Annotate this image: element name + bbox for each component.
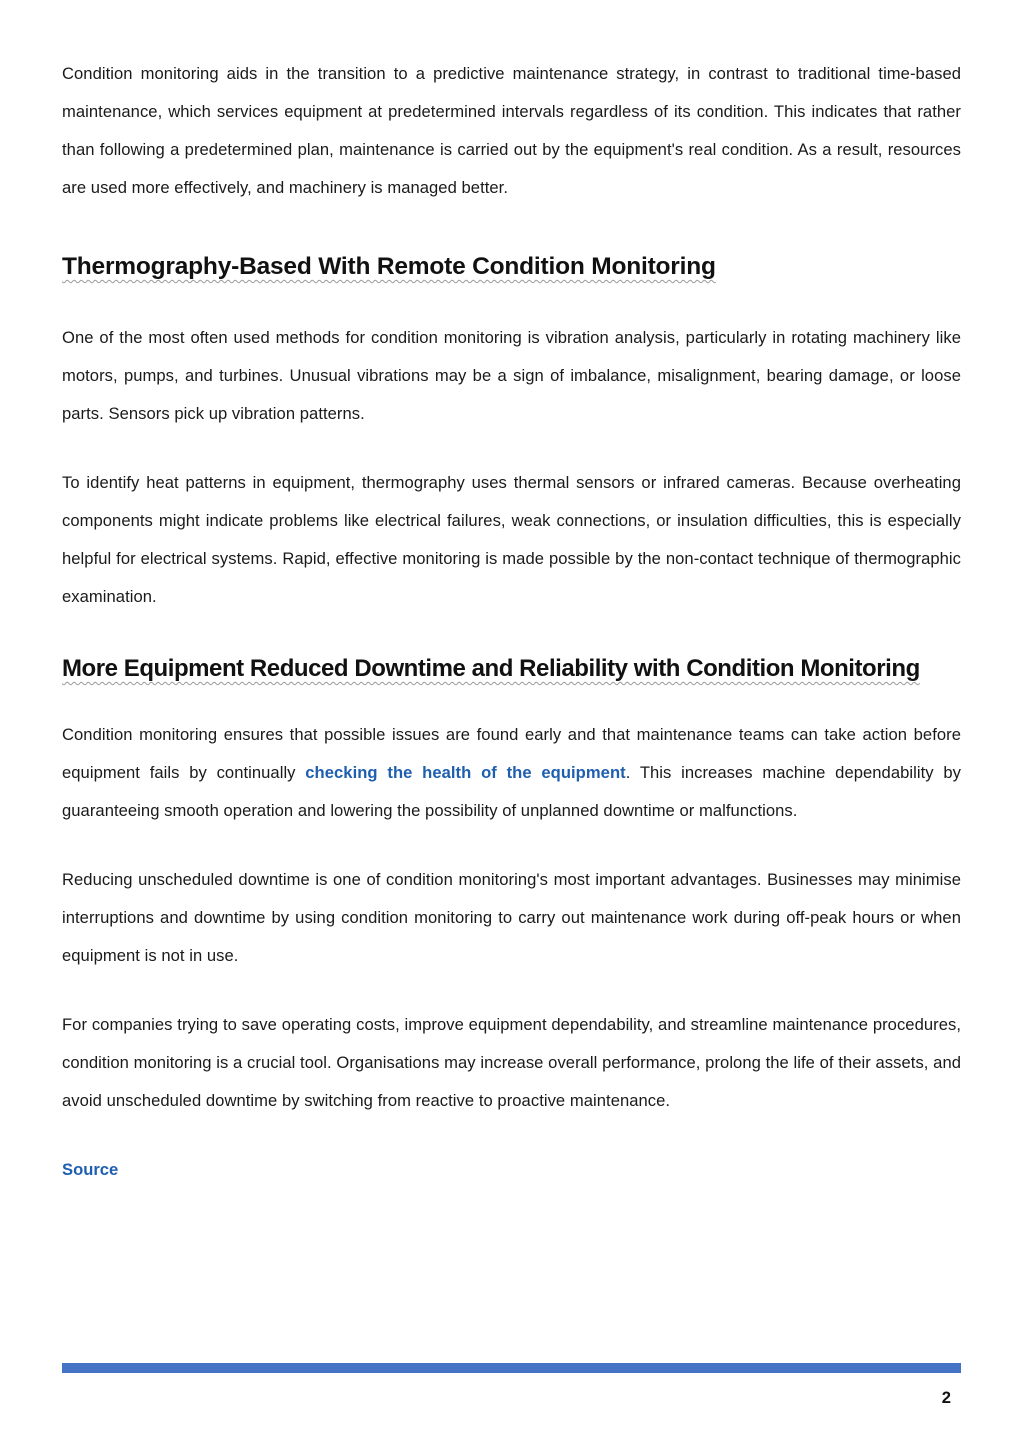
section-title: Thermography-Based With Remote Condition Monitoring	[62, 253, 716, 280]
reliability-text-after: . This increases machine dependability by guaranteeing smooth operation and lowering the possibility of unplanned downtime or malfunctions.	[62, 763, 961, 820]
downtime-paragraph: Reducing unscheduled downtime is one of condition monitoring's most important advantages. Businesses may minimise interruptions and downtime by using condition monitoring to carry out maintenance work during off-peak hours or when equipment is not in use.	[62, 870, 961, 965]
equipment-health-link[interactable]: checking the health of the equipment	[305, 763, 626, 782]
intro-paragraph: Condition monitoring aids in the transition to a predictive maintenance strategy, in contrast to traditional time-based maintenance, which services equipment at predetermined intervals regardless of its condition. This indicates that rather than following a predetermined plan, maintenance is carried out by the equipment's real condition. As a result, resources are used more effectively, and machinery is managed better.	[62, 64, 961, 197]
document-page	[62, 55, 961, 1189]
thermography-paragraph: To identify heat patterns in equipment, thermography uses thermal sensors or infrared cameras. Because overheating components might indicate problems like electrical failures, weak connections, or insulation difficulties, this is especially helpful for electrical systems. Rapid, effective monitoring is made possible by the non-contact technique of thermographic examination.	[62, 473, 961, 606]
section-heading-thermography	[62, 253, 961, 281]
vibration-paragraph: One of the most often used methods for condition monitoring is vibration analysis, particularly in rotating machinery like motors, pumps, and turbines. Unusual vibrations may be a sign of imbalance, misalignment, bearing damage, or loose parts. Sensors pick up vibration patterns.	[62, 328, 961, 423]
page-number: 2	[941, 1388, 951, 1407]
reliability-text-before: Condition monitoring ensures that possible issues are found early and that maintenance teams can take action before equipment fails by continually	[62, 725, 961, 782]
proactive-paragraph: For companies trying to save operating costs, improve equipment dependability, and streamline maintenance procedures, condition monitoring is a crucial tool. Organisations may increase overall performance, prolong the life of their assets, and avoid unscheduled downtime by switching from reactive to proactive maintenance.	[62, 1015, 961, 1110]
footer-divider	[62, 1363, 961, 1373]
section-heading-downtime	[62, 655, 961, 683]
reliability-paragraph	[62, 716, 961, 830]
section-title: More Equipment Reduced Downtime and Reliability with Condition Monitoring	[62, 655, 920, 682]
source-link[interactable]: Source	[62, 1160, 119, 1179]
